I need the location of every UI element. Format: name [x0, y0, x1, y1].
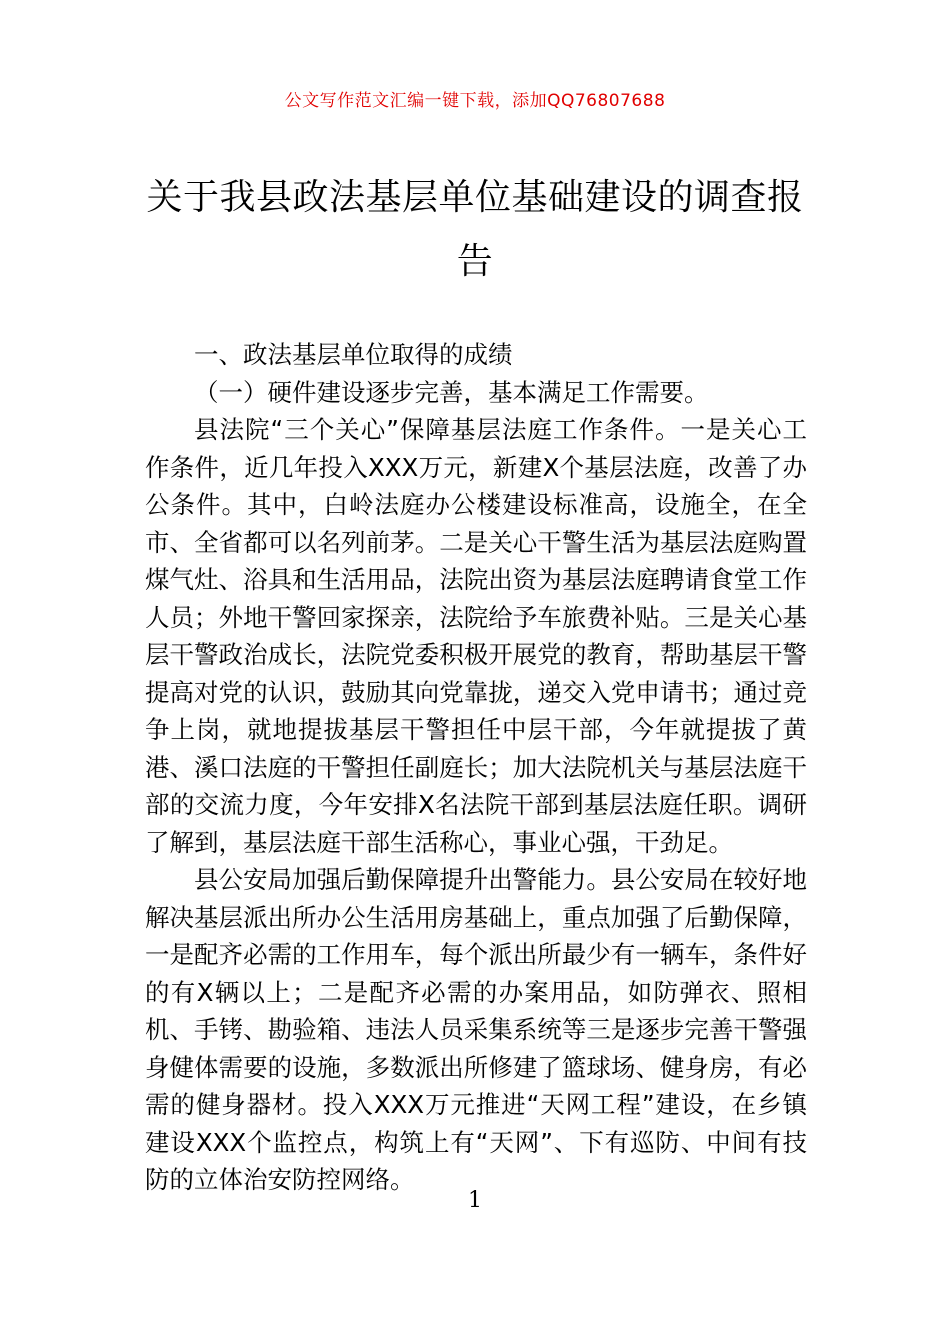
section-heading: 一、政法基层单位取得的成绩	[194, 340, 513, 369]
paragraph-court: 县法院“三个关心”保障基层法庭工作条件。一是关心工作条件，近几年投入XXX万元，新建X个基层法庭，改善了办公条件。其中，白岭法庭办公楼建设标准高，设施全，在全市、全省都可以名列前茅。二是关心干警生活为基层法庭购置煤气灶、浴具和生活用品，法院出资为基层法庭聘请食堂工作人员；外地干警回家探亲，法院给予车旅费补贴。三是关心基层干警政治成长，法院党委积极开展党的教育，帮助基层干警提高对党的认识，鼓励其向党靠拢，递交入党申请书；通过竞争上岗，就地提拔基层干警担任中层干部，今年就提拔了黄港、溪口法庭的干警担任副庭长；加大法院机关与基层法庭干部的交流力度，今年安排X名法院干部到基层法庭任职。调研了解到，基层法庭干部生活称心，事业心强，干劲足。	[145, 415, 807, 857]
promo-banner: 公文写作范文汇编一键下载，添加QQ76807688	[284, 91, 666, 111]
page-number: 1	[468, 1188, 482, 1213]
document-title: 关于我县政法基层单位基础建设的调查报告	[146, 177, 804, 282]
subsection-heading: （一）硬件建设逐步完善，基本满足工作需要。	[194, 377, 709, 407]
document-body	[145, 336, 807, 1199]
paragraph-police: 县公安局加强后勤保障提升出警能力。县公安局在较好地解决基层派出所办公生活用房基础上，重点加强了后勤保障，一是配齐必需的工作用车，每个派出所最少有一辆车，条件好的有X辆以上；二是配齐必需的办案用品，如防弹衣、照相机、手铐、勘验箱、违法人员采集系统等三是逐步完善干警强身健体需要的设施，多数派出所修建了篮球场、健身房，有必需的健身器材。投入XXX万元推进“天网工程”建设，在乡镇建设XXX个监控点，构筑上有“天网”、下有巡防、中间有技防的立体治安防控网络。	[145, 865, 807, 1194]
